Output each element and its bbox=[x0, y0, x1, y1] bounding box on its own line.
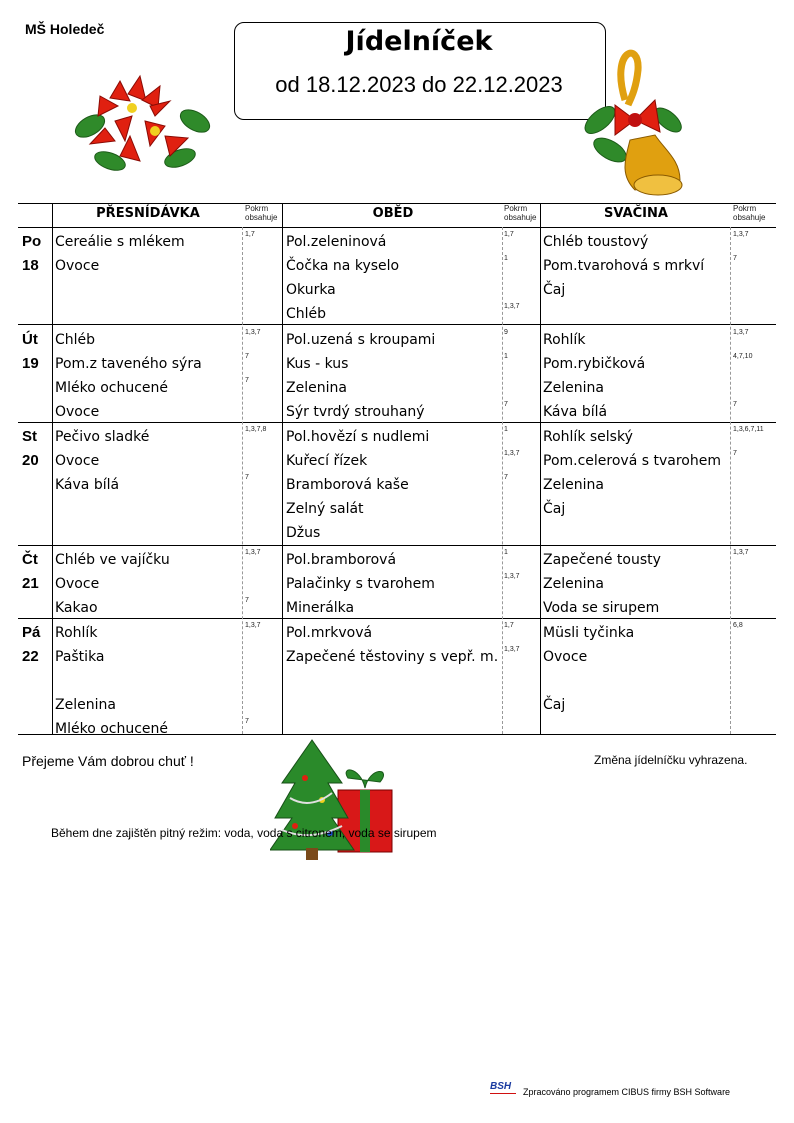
allergen-codes: 1,3,7 bbox=[504, 450, 520, 457]
allergen-codes: 1,3,7 bbox=[504, 573, 520, 580]
allergen-codes: 1,3,7 bbox=[245, 329, 261, 336]
allergen-codes: 1,7 bbox=[504, 231, 514, 238]
allergen-codes: 1,3,7,8 bbox=[245, 426, 267, 433]
row-separator bbox=[18, 618, 776, 619]
allergen-codes: 7 bbox=[245, 597, 249, 604]
allergen-codes: 9 bbox=[504, 329, 508, 336]
page-title: Jídelníček bbox=[345, 26, 493, 57]
menu-item: Čaj bbox=[543, 282, 566, 298]
table-header-border bbox=[18, 227, 776, 228]
allergen-codes: 4,7,10 bbox=[733, 353, 753, 360]
menu-item: Pom.z taveného sýra bbox=[55, 356, 202, 372]
allergen-header: Pokrm obsahuje bbox=[733, 204, 766, 222]
menu-item: Müsli tyčinka bbox=[543, 625, 635, 641]
day-number: 21 bbox=[22, 575, 39, 592]
poinsettia-image bbox=[70, 66, 215, 176]
menu-item: Zelenina bbox=[543, 477, 604, 493]
header-presnidavka: PŘESNÍDÁVKA bbox=[96, 206, 200, 221]
bsh-logo: BSH bbox=[490, 1081, 512, 1092]
menu-item: Čočka na kyselo bbox=[286, 258, 400, 274]
allergen-codes: 7 bbox=[733, 401, 737, 408]
allergen-column-divider bbox=[242, 227, 243, 734]
day-abbr: Út bbox=[22, 331, 38, 348]
allergen-codes: 1,7 bbox=[504, 622, 514, 629]
wish-text: Přejeme Vám dobrou chuť ! bbox=[22, 753, 194, 769]
menu-item: Rohlík selský bbox=[543, 429, 633, 445]
menu-item: Pol.zeleninová bbox=[286, 234, 387, 250]
day-number: 22 bbox=[22, 648, 39, 665]
row-separator bbox=[18, 324, 776, 325]
allergen-column-divider bbox=[730, 227, 731, 734]
allergen-codes: 1 bbox=[504, 353, 508, 360]
menu-item: Čaj bbox=[543, 697, 566, 713]
menu-item: Rohlík bbox=[543, 332, 586, 348]
menu-item: Paštika bbox=[55, 649, 105, 665]
row-separator bbox=[18, 545, 776, 546]
menu-item: Ovoce bbox=[55, 576, 100, 592]
day-abbr: St bbox=[22, 428, 37, 445]
menu-item: Pom.rybičková bbox=[543, 356, 646, 372]
drinking-regime-note: Během dne zajištěn pitný režim: voda, voda s citronem, voda se sirupem bbox=[51, 826, 437, 840]
change-note: Změna jídelníčku vyhrazena. bbox=[594, 753, 748, 767]
menu-item: Pom.celerová s tvarohem bbox=[543, 453, 721, 469]
bsh-logo-underline bbox=[490, 1093, 516, 1094]
allergen-codes: 7 bbox=[245, 718, 249, 725]
menu-item: Zelenina bbox=[543, 576, 604, 592]
allergen-codes: 1,3,7 bbox=[733, 549, 749, 556]
allergen-codes: 1,7 bbox=[245, 231, 255, 238]
menu-item: Pol.bramborová bbox=[286, 552, 397, 568]
menu-item: Ovoce bbox=[543, 649, 588, 665]
allergen-codes: 7 bbox=[504, 474, 508, 481]
menu-item: Zapečené tousty bbox=[543, 552, 661, 568]
allergen-column-divider bbox=[502, 227, 503, 734]
allergen-codes: 7 bbox=[245, 377, 249, 384]
allergen-codes: 1 bbox=[504, 426, 508, 433]
menu-item: Čaj bbox=[543, 501, 566, 517]
christmas-tree-gift-image bbox=[270, 738, 398, 863]
menu-item: Ovoce bbox=[55, 453, 100, 469]
christmas-bell-image bbox=[580, 40, 695, 205]
menu-item: Pol.hovězí s nudlemi bbox=[286, 429, 430, 445]
menu-item: Pol.mrkvová bbox=[286, 625, 373, 641]
menu-item: Cereálie s mlékem bbox=[55, 234, 185, 250]
allergen-codes: 1 bbox=[504, 255, 508, 262]
row-separator bbox=[18, 422, 776, 423]
software-credit: Zpracováno programem CIBUS firmy BSH Software bbox=[523, 1087, 731, 1097]
menu-item: Chléb ve vajíčku bbox=[55, 552, 170, 568]
allergen-codes: 7 bbox=[245, 474, 249, 481]
allergen-codes: 7 bbox=[733, 450, 737, 457]
menu-item: Okurka bbox=[286, 282, 336, 298]
menu-item: Zelenina bbox=[543, 380, 604, 396]
table-top-border bbox=[18, 203, 776, 204]
header-svacina: SVAČINA bbox=[604, 206, 668, 221]
day-number: 18 bbox=[22, 257, 39, 274]
menu-item: Voda se sirupem bbox=[543, 600, 660, 616]
menu-item: Kuřecí řízek bbox=[286, 453, 368, 469]
menu-item: Káva bílá bbox=[543, 404, 608, 420]
column-divider bbox=[540, 203, 541, 734]
menu-item: Zapečené těstoviny s vepř. m. bbox=[286, 649, 499, 665]
allergen-header: Pokrm obsahuje bbox=[245, 204, 278, 222]
menu-item: Sýr tvrdý strouhaný bbox=[286, 404, 425, 420]
allergen-codes: 1,3,6,7,11 bbox=[733, 426, 764, 433]
menu-item: Ovoce bbox=[55, 258, 100, 274]
menu-item: Káva bílá bbox=[55, 477, 120, 493]
menu-item: Mléko ochucené bbox=[55, 721, 169, 737]
allergen-codes: 1,3,7 bbox=[245, 549, 261, 556]
day-number: 19 bbox=[22, 355, 39, 372]
allergen-codes: 1,3,7 bbox=[245, 622, 261, 629]
allergen-codes: 7 bbox=[504, 401, 508, 408]
menu-item: Bramborová kaše bbox=[286, 477, 409, 493]
allergen-codes: 1,3,7 bbox=[733, 329, 749, 336]
header-obed: OBĚD bbox=[372, 206, 414, 221]
menu-item: Palačinky s tvarohem bbox=[286, 576, 435, 592]
menu-item: Kakao bbox=[55, 600, 98, 616]
menu-item: Mléko ochucené bbox=[55, 380, 169, 396]
allergen-codes: 7 bbox=[245, 353, 249, 360]
day-number: 20 bbox=[22, 452, 39, 469]
menu-item: Rohlík bbox=[55, 625, 98, 641]
menu-item: Pom.tvarohová s mrkví bbox=[543, 258, 705, 274]
menu-item: Pečivo sladké bbox=[55, 429, 150, 445]
menu-item: Zelný salát bbox=[286, 501, 364, 517]
menu-item: Chléb bbox=[286, 306, 327, 322]
allergen-codes: 1,3,7 bbox=[504, 303, 520, 310]
menu-item: Minerálka bbox=[286, 600, 355, 616]
allergen-codes: 1,3,7 bbox=[733, 231, 749, 238]
allergen-codes: 1,3,7 bbox=[504, 646, 520, 653]
day-abbr: Pá bbox=[22, 624, 41, 641]
menu-item: Pol.uzená s kroupami bbox=[286, 332, 436, 348]
day-abbr: Čt bbox=[22, 551, 38, 568]
allergen-codes: 6,8 bbox=[733, 622, 743, 629]
menu-item: Džus bbox=[286, 525, 321, 541]
menu-item: Kus - kus bbox=[286, 356, 349, 372]
allergen-header: Pokrm obsahuje bbox=[504, 204, 537, 222]
column-divider bbox=[282, 203, 283, 734]
menu-item: Ovoce bbox=[55, 404, 100, 420]
date-range: od 18.12.2023 do 22.12.2023 bbox=[275, 72, 563, 97]
menu-item: Chléb toustový bbox=[543, 234, 649, 250]
menu-item: Zelenina bbox=[55, 697, 116, 713]
school-name: MŠ Holedeč bbox=[25, 21, 105, 37]
allergen-codes: 7 bbox=[733, 255, 737, 262]
column-divider bbox=[52, 203, 53, 734]
day-abbr: Po bbox=[22, 233, 42, 250]
menu-item: Chléb bbox=[55, 332, 96, 348]
menu-item: Zelenina bbox=[286, 380, 347, 396]
allergen-codes: 1 bbox=[504, 549, 508, 556]
